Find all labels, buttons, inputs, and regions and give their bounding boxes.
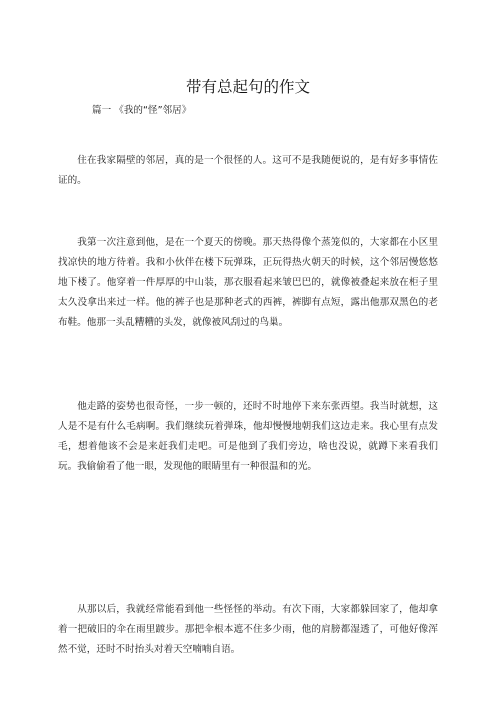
document-title: 带有总起句的作文 [185,78,310,97]
paragraph-2: 我第一次注意到他，是在一个夏天的傍晚。那天热得像个蒸笼似的，大家都在小区里找凉快的地方待着。我和小伙伴在楼下玩弹珠，正玩得热火朝天的时候，这个邻居慢悠悠地下楼了。他穿着一件厚厚的中山装，那衣服看起来皱巴巴的，就像被叠起来放在柜子里太久没拿出来过一样。他的裤子也是那种老式的西裤，裤脚有点短，露出他那双黑色的老布鞋。他那一头乱糟糟的头发，就像被风刮过的鸟巢。 [58,237,438,328]
paragraph-4: 从那以后，我就经常能看到他一些怪怪的举动。有次下雨，大家都躲回家了，他却拿着一把破旧的伞在雨里踱步。那把伞根本遮不住多少雨，他的肩膀都湿透了，可他好像浑然不觉，还时不时抬头对着天空喃喃自语。 [58,604,438,655]
article-subtitle: 篇一 《我的“怪”邻居》 [92,105,192,116]
paragraph-3: 他走路的姿势也很奇怪，一步一顿的，还时不时地停下来东张西望。我当时就想，这人是不是有什么毛病啊。我们继续玩着弹珠，他却慢慢地朝我们这边走来。我心里有点发毛，想着他该不会是来赶我们走吧。可是他到了我们旁边，啥也没说，就蹲下来看我们玩。我偷偷看了他一眼，发现他的眼睛里有一种很温和的光。 [58,401,438,472]
paragraph-1: 住在我家隔壁的邻居，真的是一个很怪的人。这可不是我随便说的，是有好多事情佐证的。 [58,155,438,186]
